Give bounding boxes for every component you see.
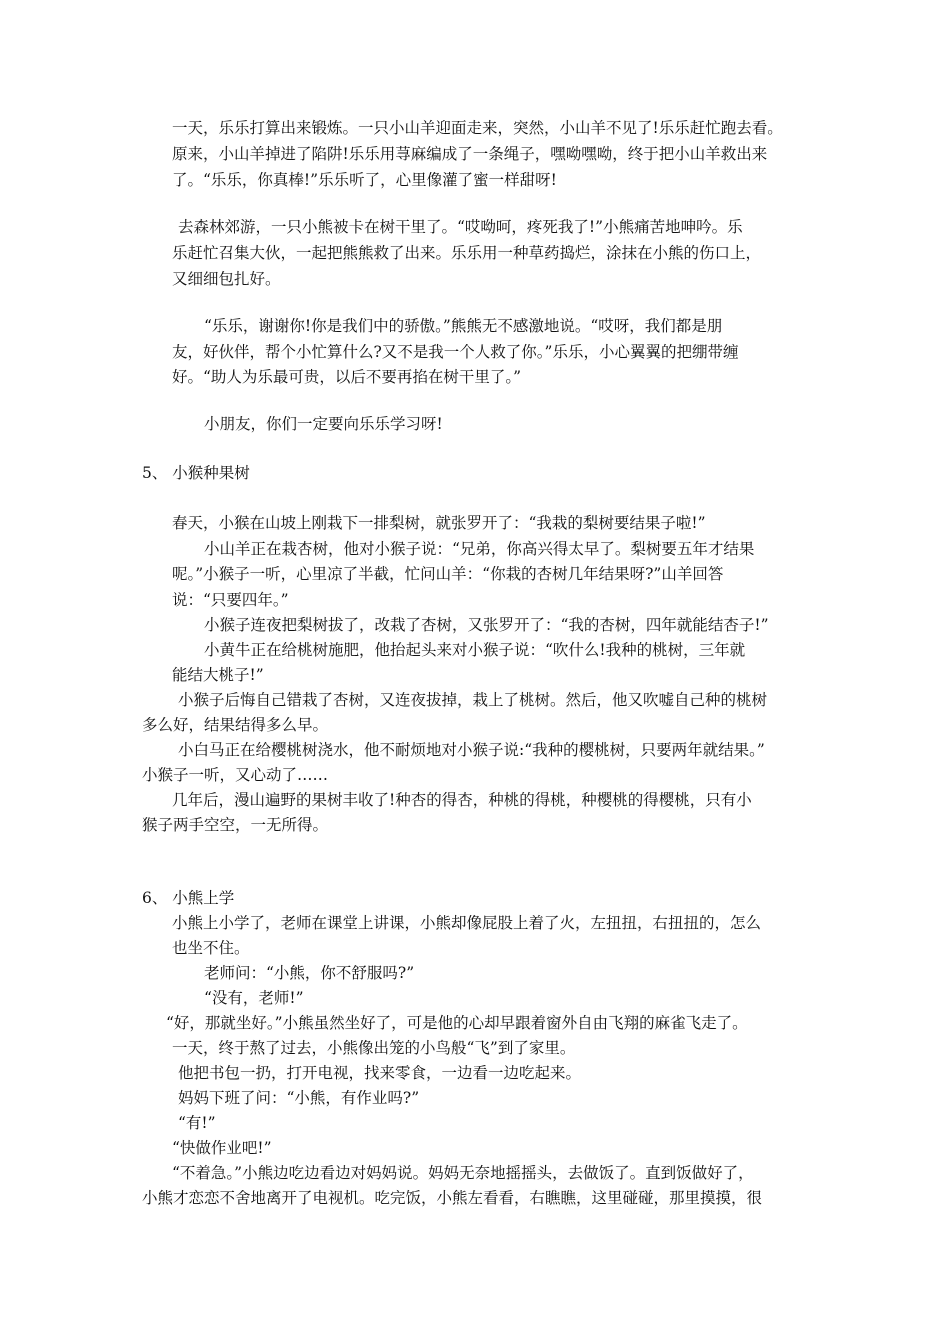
text-line: 猴子两手空空，一无所得。 bbox=[142, 816, 329, 834]
section-heading: 5、 小猴种果树 bbox=[142, 464, 250, 482]
text-line: 一天，终于熬了过去，小熊像出笼的小鸟般“飞”到了家里。 bbox=[172, 1039, 576, 1057]
text-line: 妈妈下班了问：“小熊，有作业吗?” bbox=[178, 1089, 420, 1107]
text-line: 小熊上小学了，老师在课堂上讲课，小熊却像屁股上着了火，左扭扭，右扭扭的，怎么 bbox=[172, 914, 762, 932]
text-line: 小黄牛正在给桃树施肥，他抬起头来对小猴子说：“吹什么!我种的桃树，三年就 bbox=[204, 641, 746, 659]
text-line: “没有，老师!” bbox=[204, 989, 304, 1007]
text-line: 小猴子后悔自己错栽了杏树，又连夜拔掉，栽上了桃树。然后，他又吹嘘自己种的桃树 bbox=[178, 691, 768, 709]
text-line: 说：“只要四年。” bbox=[172, 591, 289, 609]
section-heading: 6、 小熊上学 bbox=[142, 889, 235, 907]
text-line: 小猴子一听，又心动了…… bbox=[142, 766, 329, 784]
text-line: “好，那就坐好。”小熊虽然坐好了，可是他的心却早跟着窗外自由飞翔的麻雀飞走了。 bbox=[166, 1014, 748, 1032]
text-line: 小猴子连夜把梨树拔了，改栽了杏树，又张罗开了：“我的杏树，四年就能结杏子!” bbox=[204, 616, 769, 634]
text-line: “不着急。”小熊边吃边看边对妈妈说。妈妈无奈地摇摇头，去做饭了。直到饭做好了， bbox=[172, 1164, 754, 1182]
text-line: “乐乐，谢谢你!你是我们中的骄傲。”熊熊无不感激地说。“哎呀，我们都是朋 bbox=[204, 317, 723, 335]
text-line: 春天，小猴在山坡上刚栽下一排梨树，就张罗开了：“我栽的梨树要结果子啦!” bbox=[172, 514, 706, 532]
text-line: 好。“助人为乐最可贵，以后不要再掐在树干里了。” bbox=[172, 368, 522, 386]
text-line: 能结大桃子!” bbox=[172, 666, 264, 684]
text-line: 了。“乐乐，你真棒!”乐乐听了，心里像灌了蜜一样甜呀! bbox=[172, 171, 557, 189]
text-line: 小朋友，你们一定要向乐乐学习呀! bbox=[204, 415, 443, 433]
text-line: 原来，小山羊掉进了陷阱!乐乐用荨麻编成了一条绳子，嘿呦嘿呦，终于把小山羊救出来 bbox=[172, 145, 768, 163]
text-line: 去森林郊游，一只小熊被卡在树干里了。“哎呦呵，疼死我了!”小熊痛苦地呻吟。乐 bbox=[178, 218, 743, 236]
text-line: “快做作业吧!” bbox=[172, 1139, 272, 1157]
text-line: 老师问：“小熊，你不舒服吗?” bbox=[204, 964, 415, 982]
text-line: 又细细包扎好。 bbox=[172, 270, 281, 288]
text-line: 友，好伙伴，帮个小忙算什么?又不是我一个人救了你。”乐乐，小心翼翼的把绷带缠 bbox=[172, 343, 739, 361]
text-line: 他把书包一扔，打开电视，找来零食，一边看一边吃起来。 bbox=[178, 1064, 582, 1082]
text-line: “有!” bbox=[178, 1114, 216, 1132]
text-line: 呢。”小猴子一听，心里凉了半截，忙问山羊：“你栽的杏树几年结果呀?”山羊回答 bbox=[172, 565, 724, 583]
text-line: 几年后，漫山遍野的果树丰收了!种杏的得杏，种桃的得桃，种樱桃的得樱桃，只有小 bbox=[172, 791, 752, 809]
text-line: 小白马正在给樱桃树浇水，他不耐烦地对小猴子说:“我种的樱桃树，只要两年就结果。” bbox=[178, 741, 765, 759]
text-line: 多么好，结果结得多么早。 bbox=[142, 716, 329, 734]
text-line: 一天，乐乐打算出来锻炼。一只小山羊迎面走来，突然，小山羊不见了!乐乐赶忙跑去看。 bbox=[172, 119, 783, 137]
text-line: 小山羊正在栽杏树，他对小猴子说：“兄弟，你高兴得太早了。梨树要五年才结果 bbox=[204, 540, 755, 558]
text-line: 小熊才恋恋不舍地离开了电视机。吃完饭，小熊左看看，右瞧瞧，这里碰碰，那里摸摸，很 bbox=[142, 1189, 763, 1207]
text-line: 也坐不住。 bbox=[172, 939, 250, 957]
text-line: 乐赶忙召集大伙，一起把熊熊救了出来。乐乐用一种草药捣烂，涂抹在小熊的伤口上， bbox=[172, 244, 762, 262]
